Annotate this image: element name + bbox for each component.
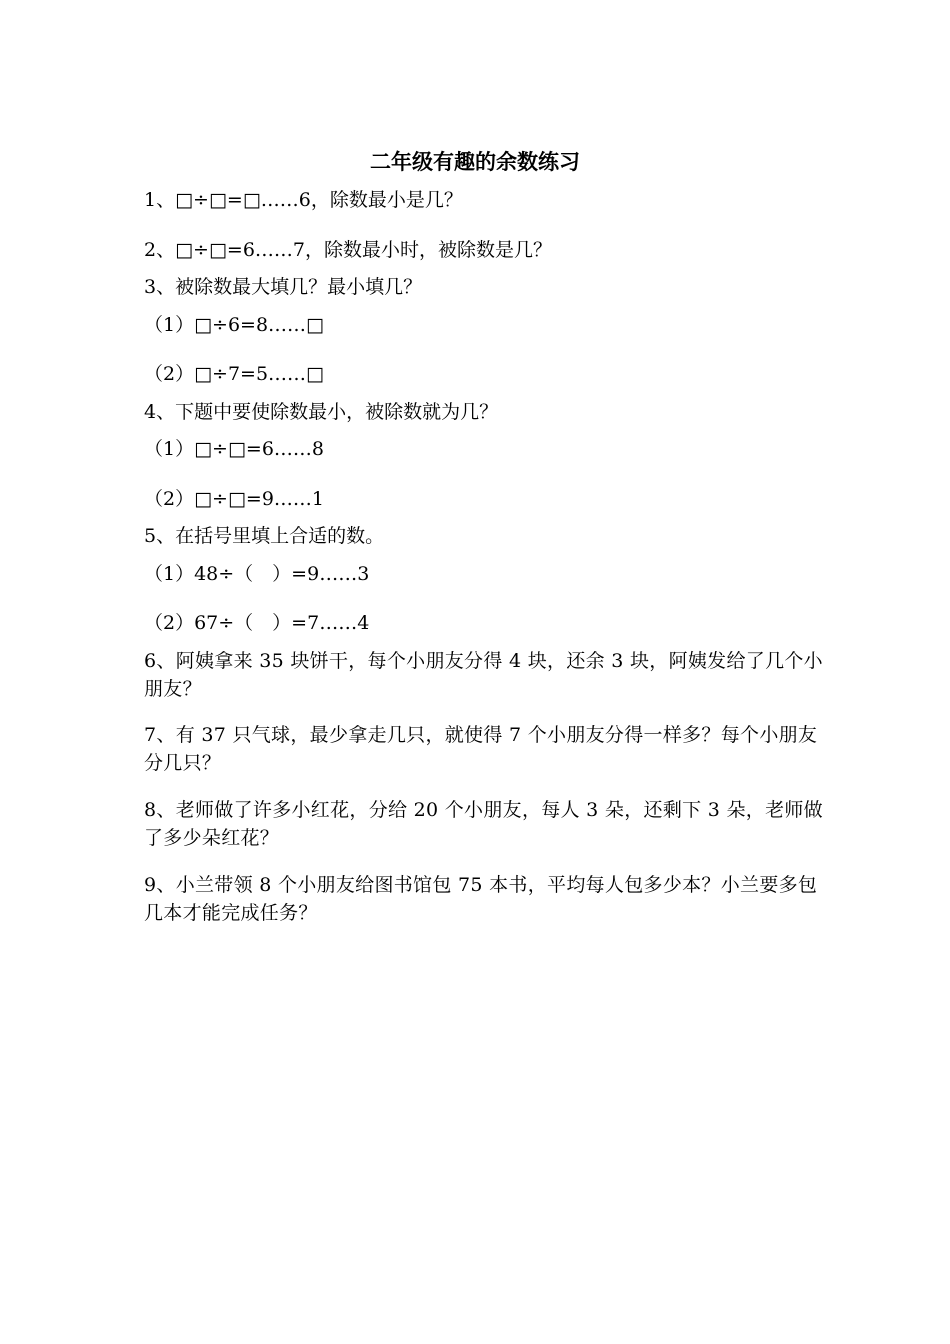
question-8: 8、老师做了许多小红花，分给 20 个小朋友，每人 3 朵，还剩下 3 朵，老师做了多少朵红花？	[144, 799, 823, 849]
question-3-part-2: （2）□÷7=5……□	[144, 363, 325, 385]
question-9: 9、小兰带领 8 个小朋友给图书馆包 75 本书，平均每人包多少本？小兰要多包几本才能完成任务？	[144, 874, 818, 924]
question-2: 2、□÷□=6……7，除数最小时，被除数是几？	[144, 239, 553, 261]
question-7: 7、有 37 只气球，最少拿走几只，就使得 7 个小朋友分得一样多？每个小朋友分几只？	[144, 724, 818, 774]
question-4-part-1: （1）□÷□=6……8	[144, 438, 325, 460]
question-6: 6、阿姨拿来 35 块饼干，每个小朋友分得 4 块，还余 3 块，阿姨发给了几个小朋友？	[144, 650, 823, 700]
question-3-part-1: （1）□÷6=8……□	[144, 314, 325, 336]
question-4-part-2: （2）□÷□=9……1	[144, 488, 325, 510]
worksheet-title: 二年级有趣的余数练习	[370, 150, 580, 174]
question-5-part-1: （1）48÷（ ）=9……3	[144, 563, 370, 585]
question-1: 1、□÷□=□……6，除数最小是几？	[144, 189, 463, 211]
question-5-part-2: （2）67÷（ ）=7……4	[144, 612, 370, 634]
question-4: 4、下题中要使除数最小，被除数就为几？	[144, 401, 499, 423]
question-3: 3、被除数最大填几？最小填几？	[144, 276, 423, 298]
question-5: 5、在括号里填上合适的数。	[144, 525, 385, 547]
